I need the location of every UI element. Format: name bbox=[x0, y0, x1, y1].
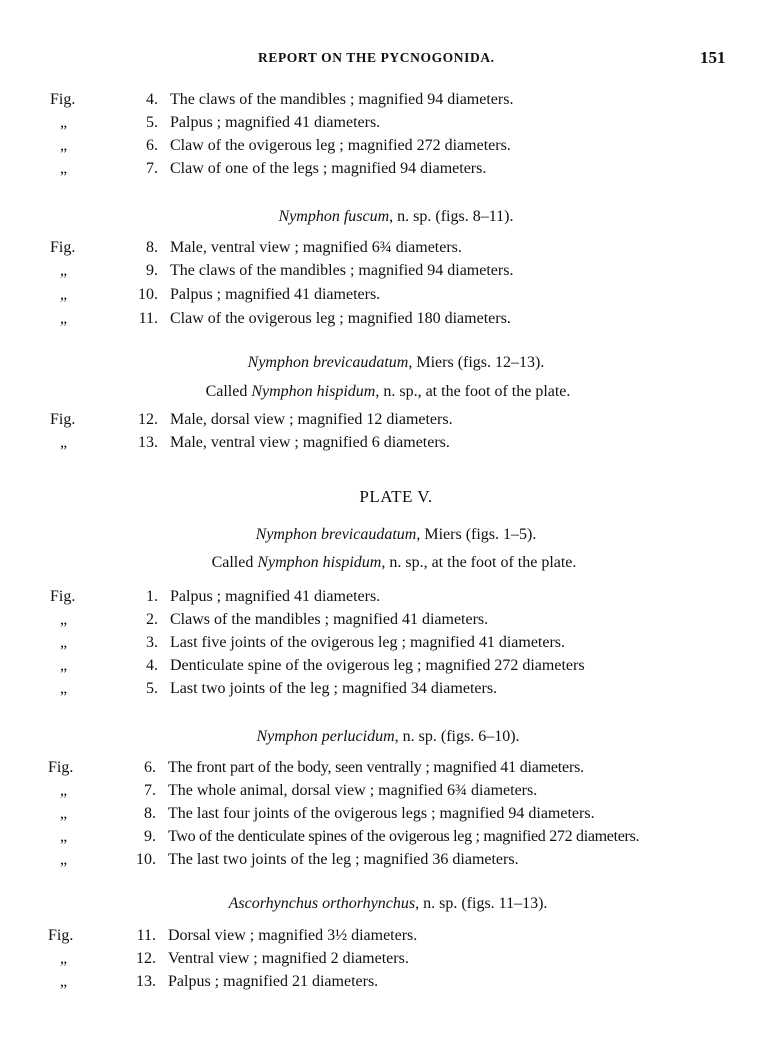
fig-label: Fig. bbox=[48, 759, 74, 776]
fig-text: The last two joints of the leg ; magnified 36 diameters. bbox=[168, 851, 519, 868]
called-note bbox=[6, 552, 776, 574]
called-rest: , n. sp., at the foot of the plate. bbox=[375, 383, 571, 400]
ditto-mark: „ bbox=[60, 782, 68, 799]
fig-number: 4. bbox=[146, 91, 158, 108]
fig-number: 1. bbox=[146, 588, 158, 605]
species-heading bbox=[8, 206, 776, 228]
fig-number: 6. bbox=[146, 137, 158, 154]
called-rest: , n. sp., at the foot of the plate. bbox=[381, 554, 577, 571]
ditto-mark: „ bbox=[60, 973, 68, 990]
fig-label: Fig. bbox=[50, 239, 76, 256]
fig-text: The claws of the mandibles ; magnified 94 diameters. bbox=[170, 91, 514, 108]
ditto-mark: „ bbox=[60, 680, 68, 697]
fig-text: Claw of one of the legs ; magnified 94 diameters. bbox=[170, 160, 487, 177]
ditto-mark: „ bbox=[60, 160, 68, 177]
ditto-mark: „ bbox=[60, 828, 68, 845]
fig-number: 13. bbox=[138, 434, 158, 451]
fig-text: The front part of the body, seen ventrally ; magnified 41 diameters. bbox=[168, 759, 584, 776]
fig-number: 7. bbox=[146, 160, 158, 177]
ditto-mark: „ bbox=[60, 805, 68, 822]
fig-number: 13. bbox=[136, 973, 156, 990]
fig-number: 11. bbox=[138, 310, 158, 327]
fig-number: 12. bbox=[138, 411, 158, 428]
species-heading-rest: , Miers (figs. 1–5). bbox=[416, 526, 537, 543]
fig-text: The whole animal, dorsal view ; magnified 6¾ diameters. bbox=[168, 782, 538, 799]
fig-text: Male, dorsal view ; magnified 12 diameters. bbox=[170, 411, 453, 428]
species-heading bbox=[8, 352, 776, 374]
ditto-mark: „ bbox=[60, 137, 68, 154]
fig-text: Two of the denticulate spines of the ovigerous leg ; magnified 272 diameters. bbox=[168, 828, 640, 845]
fig-label: Fig. bbox=[50, 411, 76, 428]
called-prefix: Called bbox=[211, 554, 258, 571]
fig-text: Palpus ; magnified 21 diameters. bbox=[168, 973, 379, 990]
species-heading bbox=[8, 524, 776, 546]
fig-text: Claw of the ovigerous leg ; magnified 272 diameters. bbox=[170, 137, 511, 154]
fig-label: Fig. bbox=[50, 588, 76, 605]
species-name: Ascorhynchus orthorhynchus bbox=[228, 895, 416, 912]
ditto-mark: „ bbox=[60, 434, 68, 451]
fig-text: Palpus ; magnified 41 diameters. bbox=[170, 114, 381, 131]
fig-number: 5. bbox=[146, 114, 158, 131]
fig-text: Claw of the ovigerous leg ; magnified 180 diameters. bbox=[170, 310, 511, 327]
fig-number: 4. bbox=[146, 657, 158, 674]
fig-text: Ventral view ; magnified 2 diameters. bbox=[168, 950, 409, 967]
ditto-mark: „ bbox=[60, 611, 68, 628]
fig-number: 11. bbox=[136, 927, 156, 944]
fig-text: Claws of the mandibles ; magnified 41 diameters. bbox=[170, 611, 489, 628]
running-header-title: REPORT ON THE PYCNOGONIDA. bbox=[258, 50, 495, 65]
called-prefix: Called bbox=[205, 383, 252, 400]
called-note bbox=[0, 381, 776, 403]
species-name: Nymphon brevicaudatum bbox=[255, 526, 417, 543]
species-name: Nymphon fuscum bbox=[278, 208, 390, 225]
fig-number: 3. bbox=[146, 634, 158, 651]
plate-heading: PLATE V. bbox=[359, 487, 433, 506]
fig-label: Fig. bbox=[48, 927, 74, 944]
species-heading-rest: , Miers (figs. 12–13). bbox=[408, 354, 545, 371]
fig-text: Palpus ; magnified 41 diameters. bbox=[170, 588, 381, 605]
fig-text: Denticulate spine of the ovigerous leg ; magnified 272 diameters bbox=[170, 657, 585, 674]
species-heading-rest: , n. sp. (figs. 8–11). bbox=[389, 208, 514, 225]
species-name: Nymphon perlucidum bbox=[256, 728, 395, 745]
fig-text: Male, ventral view ; magnified 6 diameters. bbox=[170, 434, 450, 451]
fig-text: Last five joints of the ovigerous leg ; magnified 41 diameters. bbox=[170, 634, 566, 651]
fig-text: Last two joints of the leg ; magnified 34 diameters. bbox=[170, 680, 498, 697]
fig-number: 6. bbox=[144, 759, 156, 776]
fig-label: Fig. bbox=[50, 91, 76, 108]
species-name: Nymphon brevicaudatum bbox=[247, 354, 409, 371]
page-number: 151 bbox=[700, 48, 726, 67]
fig-text: The claws of the mandibles ; magnified 94 diameters. bbox=[170, 262, 514, 279]
fig-number: 5. bbox=[146, 680, 158, 697]
fig-number: 12. bbox=[136, 950, 156, 967]
species-heading bbox=[0, 726, 776, 748]
called-species-name: Nymphon hispidum bbox=[257, 554, 382, 571]
fig-number: 10. bbox=[136, 851, 156, 868]
called-species-name: Nymphon hispidum bbox=[251, 383, 376, 400]
fig-text: Palpus ; magnified 41 diameters. bbox=[170, 286, 381, 303]
fig-number: 8. bbox=[144, 805, 156, 822]
species-heading-rest: , n. sp. (figs. 11–13). bbox=[415, 895, 548, 912]
ditto-mark: „ bbox=[60, 286, 68, 303]
fig-number: 8. bbox=[146, 239, 158, 256]
ditto-mark: „ bbox=[60, 634, 68, 651]
ditto-mark: „ bbox=[60, 657, 68, 674]
fig-number: 9. bbox=[144, 828, 156, 845]
species-heading-rest: , n. sp. (figs. 6–10). bbox=[394, 728, 520, 745]
fig-text: Male, ventral view ; magnified 6¾ diameters. bbox=[170, 239, 462, 256]
ditto-mark: „ bbox=[60, 950, 68, 967]
fig-number: 7. bbox=[144, 782, 156, 799]
ditto-mark: „ bbox=[60, 851, 68, 868]
species-heading bbox=[0, 893, 776, 915]
fig-number: 2. bbox=[146, 611, 158, 628]
fig-text: Dorsal view ; magnified 3½ diameters. bbox=[168, 927, 418, 944]
ditto-mark: „ bbox=[60, 262, 68, 279]
fig-number: 9. bbox=[146, 262, 158, 279]
ditto-mark: „ bbox=[60, 114, 68, 131]
fig-number: 10. bbox=[138, 286, 158, 303]
ditto-mark: „ bbox=[60, 310, 68, 327]
fig-text: The last four joints of the ovigerous legs ; magnified 94 diameters. bbox=[168, 805, 595, 822]
